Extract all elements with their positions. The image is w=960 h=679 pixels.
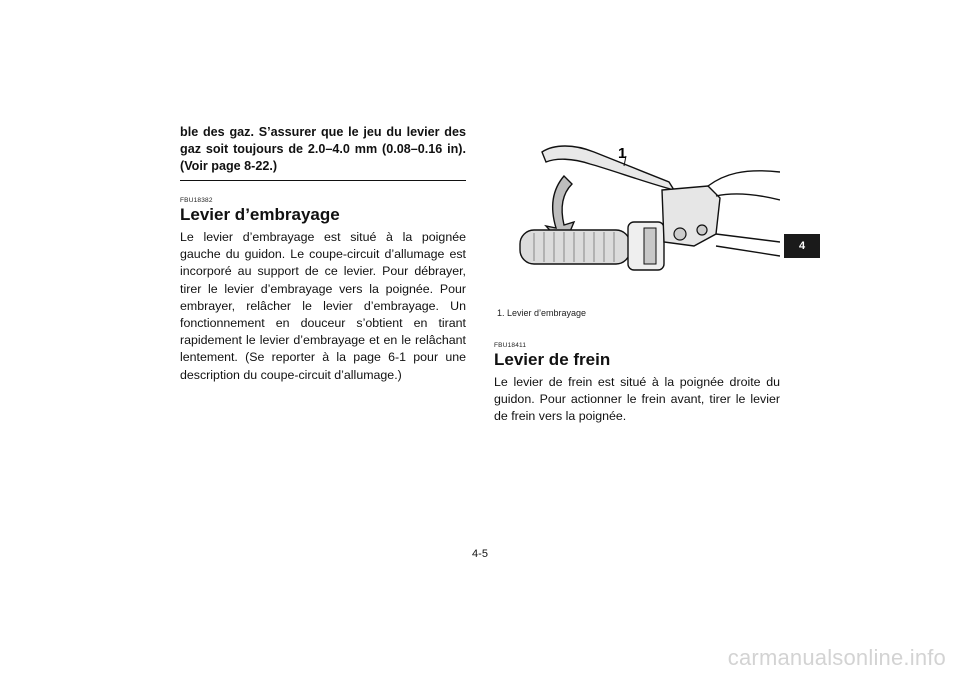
chapter-tab: 4 xyxy=(784,234,820,258)
switch-knob xyxy=(644,228,656,264)
left-column xyxy=(180,124,466,384)
clutch-lever-drawing xyxy=(494,138,780,306)
section-title-clutch: Levier d’embrayage xyxy=(180,205,340,224)
section-body-clutch: Le levier d’embrayage est situé à la poignée gauche du guidon. Le coupe-circuit d’allumage est incorporé au support de ce levier. Pour débrayer, tirer le levier d’embrayage vers la poignée. Pour embrayer, relâcher le levier d’embrayage. Un fonctionnement en douceur s’obtient en tirant rapidement le levier d’embrayage et en le relâchant lentement. (Se reporter à la page 6-1 pour une description du coupe-circuit d’allumage.) xyxy=(180,230,466,382)
clutch-cable xyxy=(716,194,780,200)
section-code: FBU18411 xyxy=(494,342,527,349)
right-column xyxy=(494,336,780,426)
perch-bolt xyxy=(674,228,686,240)
lever-perch xyxy=(662,186,720,246)
handlebar-tube xyxy=(716,234,780,242)
section-code: FBU18382 xyxy=(180,197,213,204)
lead-paragraph: ble des gaz. S’assurer que le jeu du levier des gaz soit toujours de 2.0–4.0 mm (0.08–0.16 in). (Voir page 8-22.) xyxy=(180,125,466,173)
clutch-cable xyxy=(708,171,780,186)
handlebar-tube xyxy=(716,246,780,256)
figure-caption: 1. Levier d’embrayage xyxy=(497,308,587,318)
section-divider xyxy=(180,180,466,181)
perch-bolt xyxy=(697,225,707,235)
section-body-brake: Le levier de frein est situé à la poignée droite du guidon. Pour actionner le frein avant, tirer le levier de frein vers la poignée. xyxy=(494,375,780,424)
clutch-lever-illustration xyxy=(494,138,780,306)
section-title-brake: Levier de frein xyxy=(494,350,611,369)
callout-number: 1 xyxy=(618,145,627,162)
page-number: 4-5 xyxy=(472,548,488,560)
watermark: carmanualsonline.info xyxy=(727,645,946,670)
